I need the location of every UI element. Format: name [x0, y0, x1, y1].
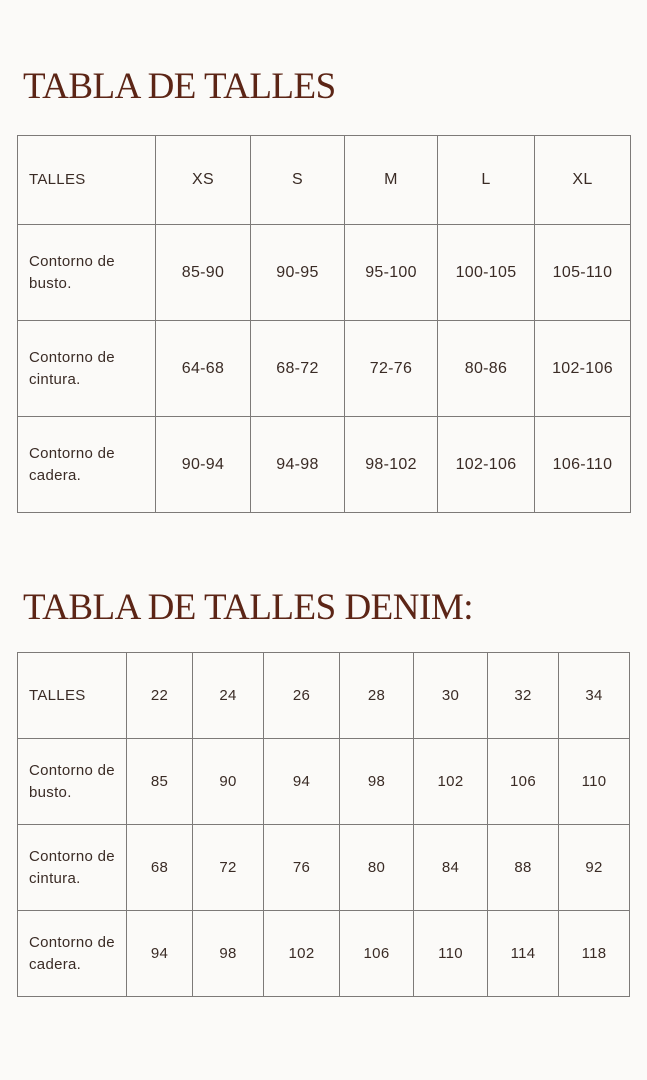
table-header-row [18, 653, 630, 739]
size-chart-table [17, 135, 631, 513]
table-cell: 102-106 [438, 417, 535, 513]
table-cell: 76 [264, 825, 340, 911]
table-row [18, 321, 631, 417]
table-cell: 110 [559, 739, 630, 825]
header-cell: 28 [340, 653, 414, 739]
table-cell: 98 [340, 739, 414, 825]
table-cell: 94-98 [251, 417, 345, 513]
header-cell: XS [156, 136, 251, 225]
table-cell: 90-94 [156, 417, 251, 513]
header-cell: L [438, 136, 535, 225]
table-cell: 102-106 [535, 321, 631, 417]
table-cell: 118 [559, 911, 630, 997]
table-cell: 90-95 [251, 225, 345, 321]
table-cell: 114 [488, 911, 559, 997]
table-cell: 84 [414, 825, 488, 911]
table-cell: 85 [127, 739, 193, 825]
header-cell: 22 [127, 653, 193, 739]
table-cell: 80 [340, 825, 414, 911]
table-cell: 105-110 [535, 225, 631, 321]
table-cell: 94 [127, 911, 193, 997]
table-cell: 95-100 [345, 225, 438, 321]
header-cell: TALLES [18, 653, 127, 739]
header-cell: 30 [414, 653, 488, 739]
row-label: Contorno de cintura. [18, 825, 127, 911]
denim-size-chart-title: TABLA DE TALLES DENIM: [23, 587, 474, 628]
table-cell: 72-76 [345, 321, 438, 417]
table-cell: 64-68 [156, 321, 251, 417]
table-cell: 94 [264, 739, 340, 825]
table-cell: 98 [193, 911, 264, 997]
row-label: Contorno de busto. [18, 739, 127, 825]
row-label: Contorno de cintura. [18, 321, 156, 417]
table-row [18, 825, 630, 911]
table-cell: 72 [193, 825, 264, 911]
row-label: Contorno de cadera. [18, 911, 127, 997]
header-cell: S [251, 136, 345, 225]
header-cell: TALLES [18, 136, 156, 225]
header-cell: 26 [264, 653, 340, 739]
table-cell: 106-110 [535, 417, 631, 513]
table-cell: 80-86 [438, 321, 535, 417]
header-cell: 32 [488, 653, 559, 739]
size-chart-title: TABLA DE TALLES [23, 66, 336, 107]
table-cell: 110 [414, 911, 488, 997]
row-label: Contorno de busto. [18, 225, 156, 321]
table-cell: 98-102 [345, 417, 438, 513]
table-row [18, 911, 630, 997]
table-cell: 68-72 [251, 321, 345, 417]
row-label: Contorno de cadera. [18, 417, 156, 513]
table-cell: 90 [193, 739, 264, 825]
table-header-row [18, 136, 631, 225]
table-row [18, 417, 631, 513]
table-cell: 102 [264, 911, 340, 997]
table-cell: 106 [340, 911, 414, 997]
header-cell: M [345, 136, 438, 225]
header-cell: XL [535, 136, 631, 225]
header-cell: 34 [559, 653, 630, 739]
table-row [18, 225, 631, 321]
header-cell: 24 [193, 653, 264, 739]
table-cell: 68 [127, 825, 193, 911]
table-cell: 85-90 [156, 225, 251, 321]
table-cell: 100-105 [438, 225, 535, 321]
table-cell: 92 [559, 825, 630, 911]
table-cell: 106 [488, 739, 559, 825]
table-cell: 102 [414, 739, 488, 825]
denim-size-chart-table [17, 652, 630, 997]
table-cell: 88 [488, 825, 559, 911]
table-row [18, 739, 630, 825]
